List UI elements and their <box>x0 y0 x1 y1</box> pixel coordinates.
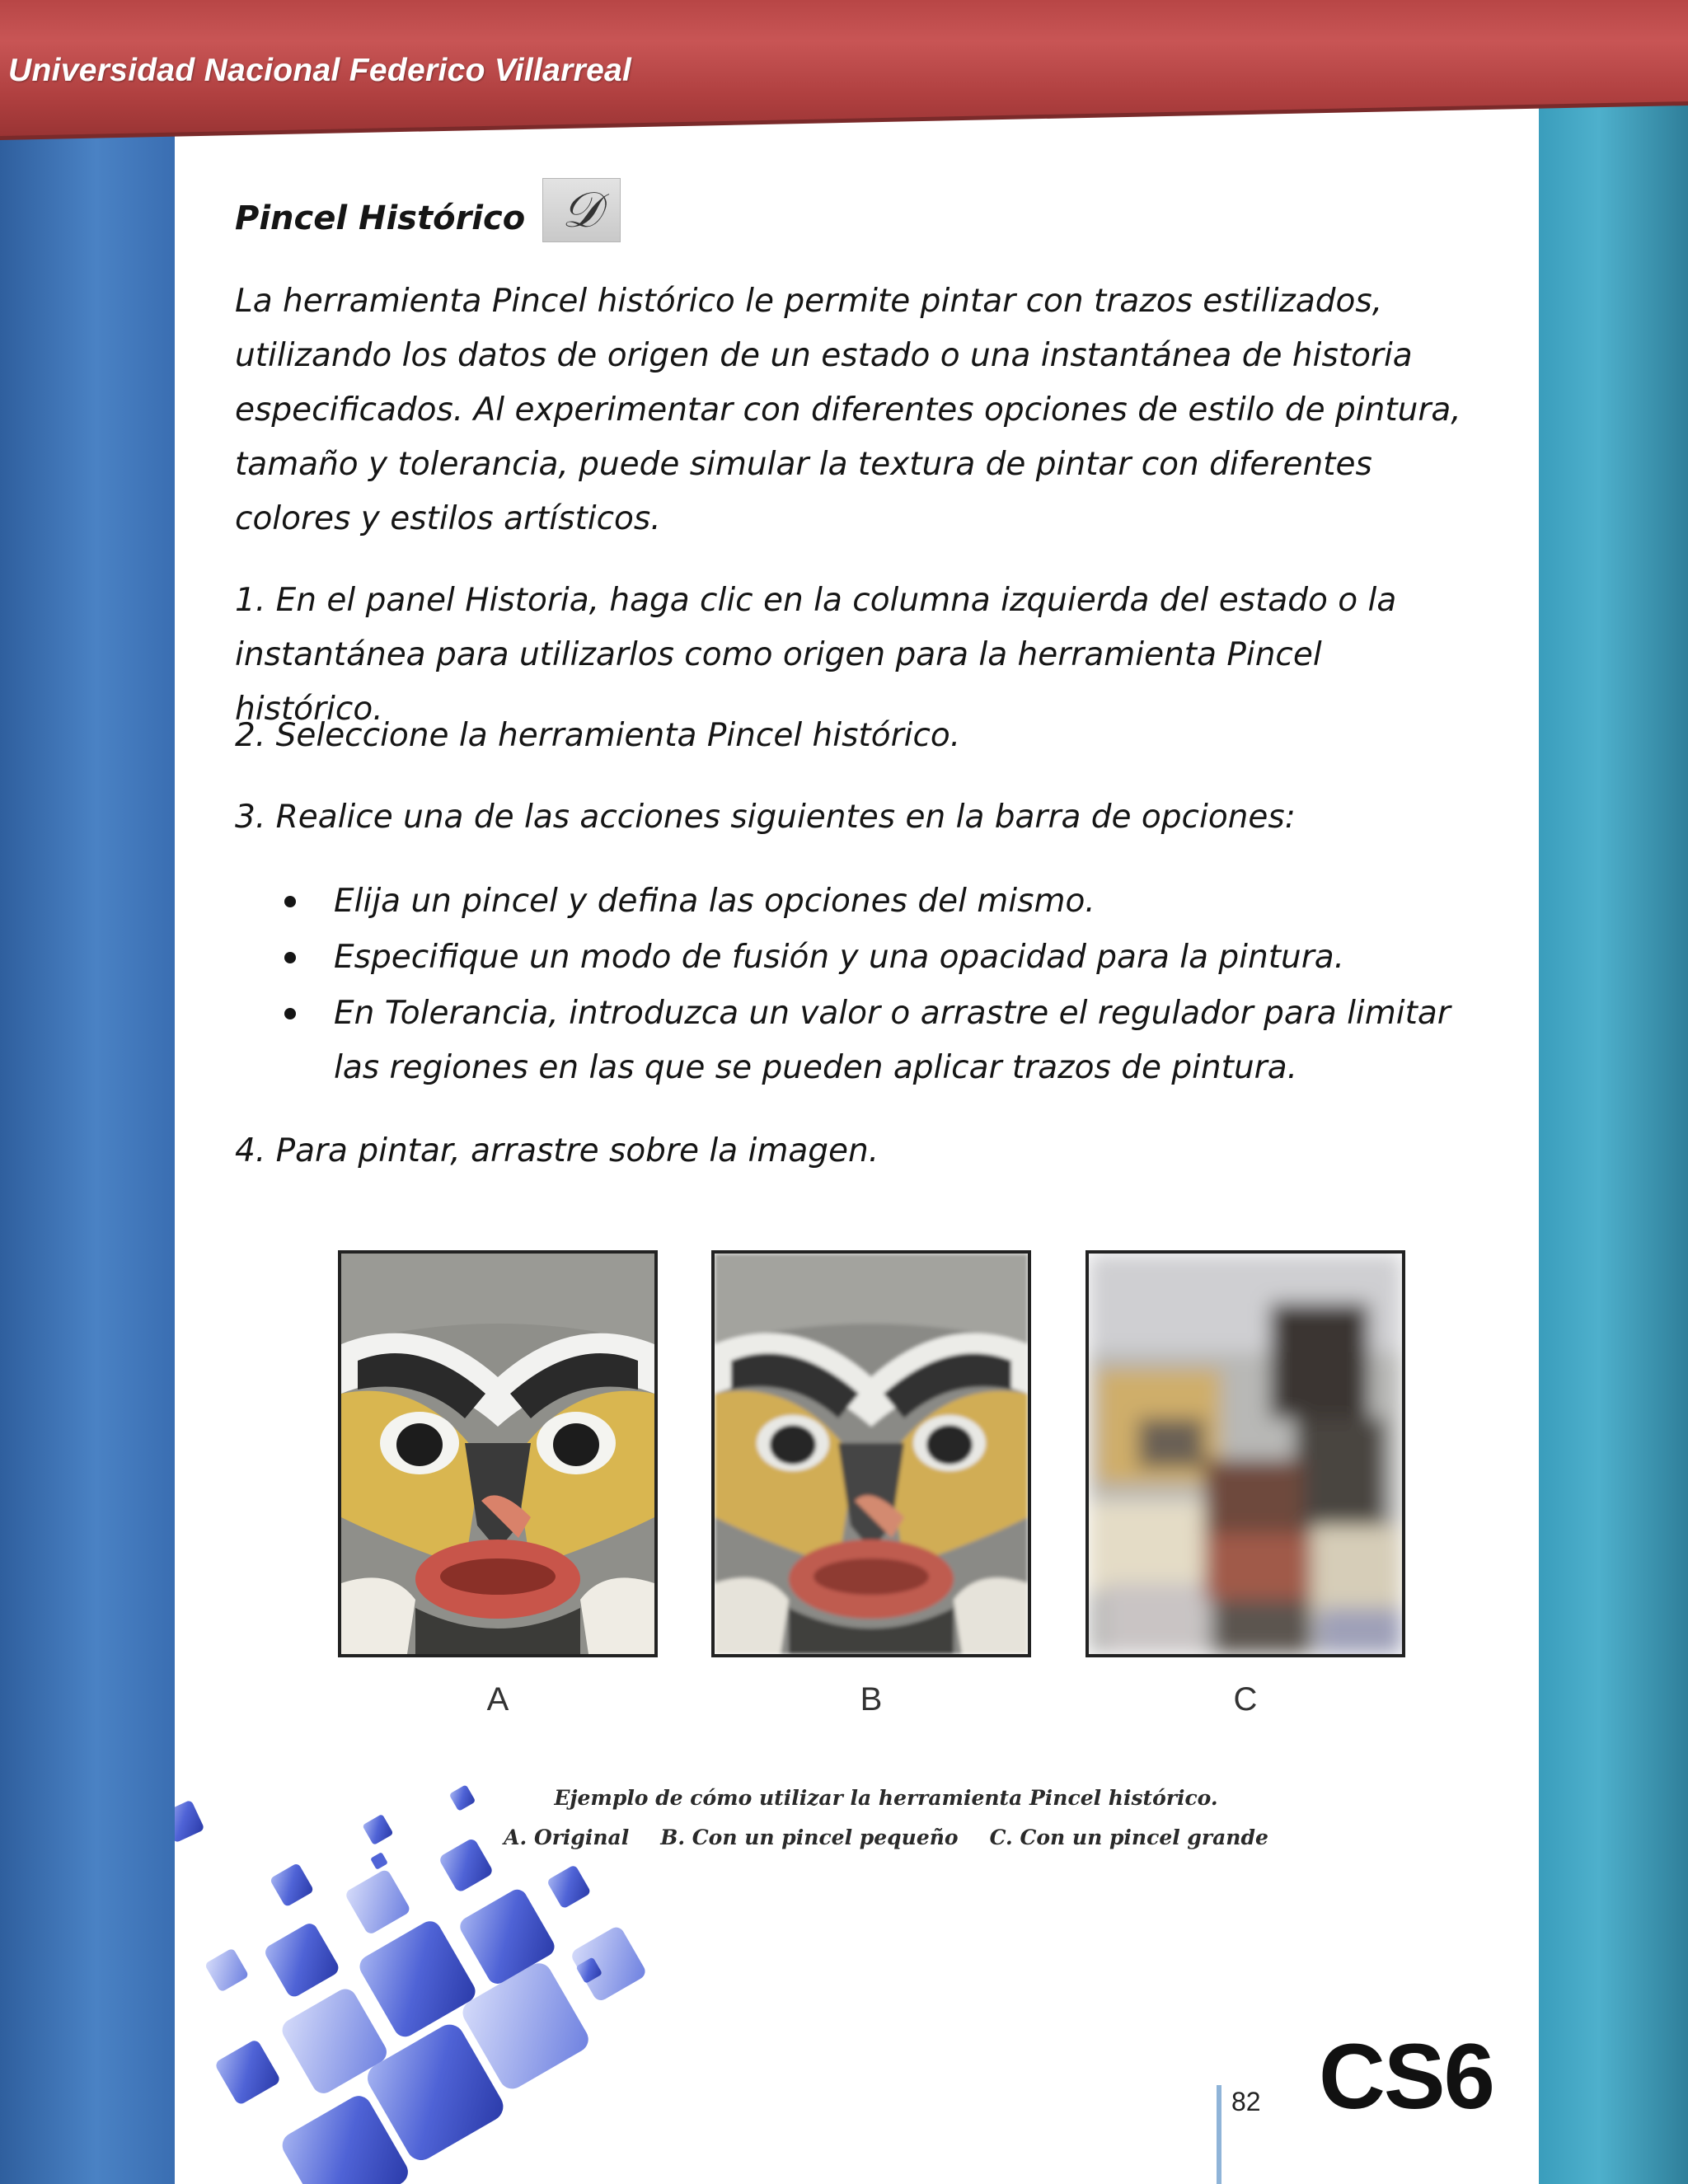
figure-caption-title: Ejemplo de cómo utilizar la herramienta Pincel histórico. <box>554 1786 1218 1810</box>
figure-label-a: A <box>486 1681 509 1718</box>
list-item: Elija un pincel y defina las opciones del mismo. <box>284 874 1471 929</box>
list-item: En Tolerancia, introduzca un valor o arrastre el regulador para limitar las regiones en las que se pueden aplicar trazos de pintura. <box>284 987 1471 1095</box>
section-title: Pincel Histórico <box>235 199 526 237</box>
list-item: Especifique un modo de fusión y una opacidad para la pintura. <box>284 930 1471 985</box>
cs6-logo: CS6 <box>1319 2025 1493 2128</box>
figure-caption-items <box>495 1818 1278 1858</box>
figure-caption <box>495 1779 1278 1858</box>
history-brush-icon: 𝒟 <box>542 178 621 242</box>
bullet-icon <box>284 952 296 963</box>
step-2: 2. Seleccione la herramienta Pincel histórico. <box>235 717 961 754</box>
totem-photo-original <box>338 1250 658 1657</box>
right-decorative-band <box>1539 105 1688 2184</box>
bullet-icon <box>284 896 296 907</box>
left-decorative-band <box>0 124 175 2184</box>
step-1: 1. En el panel Historia, haga clic en la columna izquierda del estado o la instantánea para utilizarlos como origen para la herramienta Pincel histórico. <box>235 582 1397 728</box>
options-list <box>284 874 1471 1097</box>
header-title: Universidad Nacional Federico Villarreal <box>8 53 632 88</box>
step-3: 3. Realice una de las acciones siguientes en la barra de opciones: <box>235 799 1296 836</box>
bullet-icon <box>284 1008 296 1019</box>
totem-photo-large-brush <box>1085 1250 1405 1657</box>
totem-photo-small-brush <box>711 1250 1031 1657</box>
intro-paragraph: La herramienta Pincel histórico le permite pintar con trazos estilizados, utilizando los datos de origen de un estado o una instantánea de historia especificados. Al experimentar con diferentes opciones de estilo de pintura, tamaño y tolerancia, puede simular la textura de pintar con diferentes colores y estilos artísticos. <box>235 283 1461 537</box>
figure-label-b: B <box>860 1681 883 1718</box>
caption-item-a: A. Original <box>504 1825 630 1849</box>
page-number-divider <box>1217 2085 1221 2184</box>
caption-item-b: B. Con un pincel pequeño <box>660 1825 959 1849</box>
step-4: 4. Para pintar, arrastre sobre la imagen. <box>235 1132 879 1169</box>
page-number: 82 <box>1231 2087 1261 2116</box>
figure-label-c: C <box>1233 1681 1258 1718</box>
caption-item-c: C. Con un pincel grande <box>989 1825 1268 1849</box>
